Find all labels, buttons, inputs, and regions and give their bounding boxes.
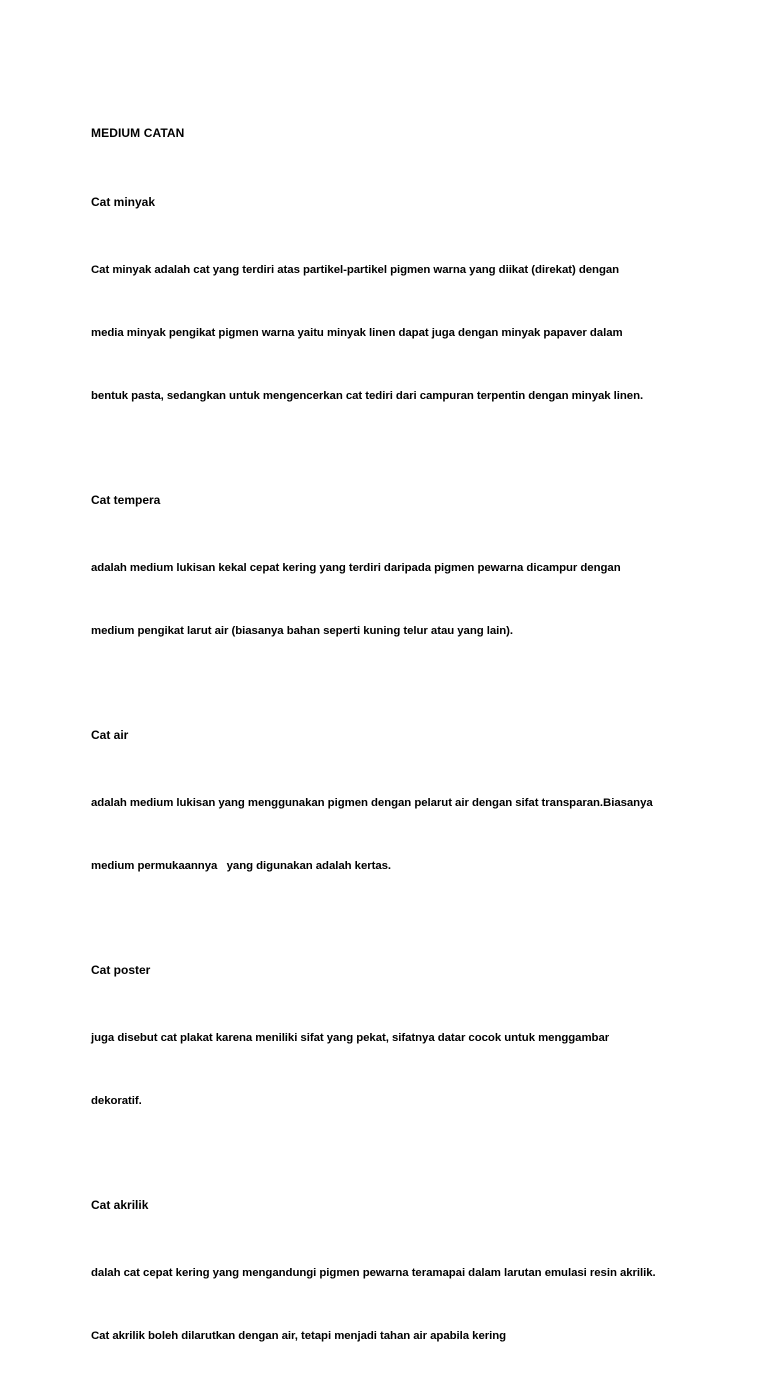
section-cat-poster — [91, 961, 711, 1154]
body-line: medium pengikat larut air (biasanya bahan seperti kuning telur atau yang lain). — [91, 625, 514, 637]
body-line: Cat minyak adalah cat yang terdiri atas partikel-partikel pigmen warna yang diikat (direkat) dengan — [91, 264, 620, 276]
body-line: juga disebut cat plakat karena meniliki sifat yang pekat, sifatnya datar cocok untuk menggambar — [91, 1032, 610, 1044]
body-line: dalah cat cepat kering yang mengandungi pigmen pewarna teramapai dalam larutan emulasi resin akrilik. — [91, 1267, 656, 1279]
section-heading: Cat minyak — [91, 195, 156, 209]
section-cat-minyak — [91, 193, 711, 449]
section-heading: Cat tempera — [91, 493, 161, 507]
section-heading: Cat air — [91, 728, 129, 742]
document-content — [91, 124, 711, 1389]
section-body — [91, 1221, 711, 1389]
body-line: dekoratif. — [91, 1095, 142, 1107]
section-body — [91, 516, 711, 684]
section-cat-akrilik — [91, 1196, 711, 1389]
body-line: adalah medium lukisan kekal cepat kering yang terdiri daripada pigmen pewarna dicampur dengan — [91, 562, 621, 574]
body-line: adalah medium lukisan yang menggunakan pigmen dengan pelarut air dengan sifat transparan.Biasanya — [91, 797, 653, 809]
section-body — [91, 751, 711, 919]
body-line: bentuk pasta, sedangkan untuk mengencerkan cat tediri dari campuran terpentin dengan minyak linen. — [91, 390, 644, 402]
document-title: MEDIUM CATAN — [91, 126, 185, 140]
body-line: medium permukaannya yang digunakan adalah kertas. — [91, 860, 392, 872]
section-cat-tempera — [91, 491, 711, 684]
section-heading: Cat akrilik — [91, 1198, 149, 1212]
section-body — [91, 218, 711, 449]
section-heading: Cat poster — [91, 963, 151, 977]
body-line: Cat akrilik boleh dilarutkan dengan air, tetapi menjadi tahan air apabila kering — [91, 1330, 507, 1342]
section-cat-air — [91, 726, 711, 919]
section-body — [91, 986, 711, 1154]
body-line: media minyak pengikat pigmen warna yaitu minyak linen dapat juga dengan minyak papaver dalam — [91, 327, 623, 339]
